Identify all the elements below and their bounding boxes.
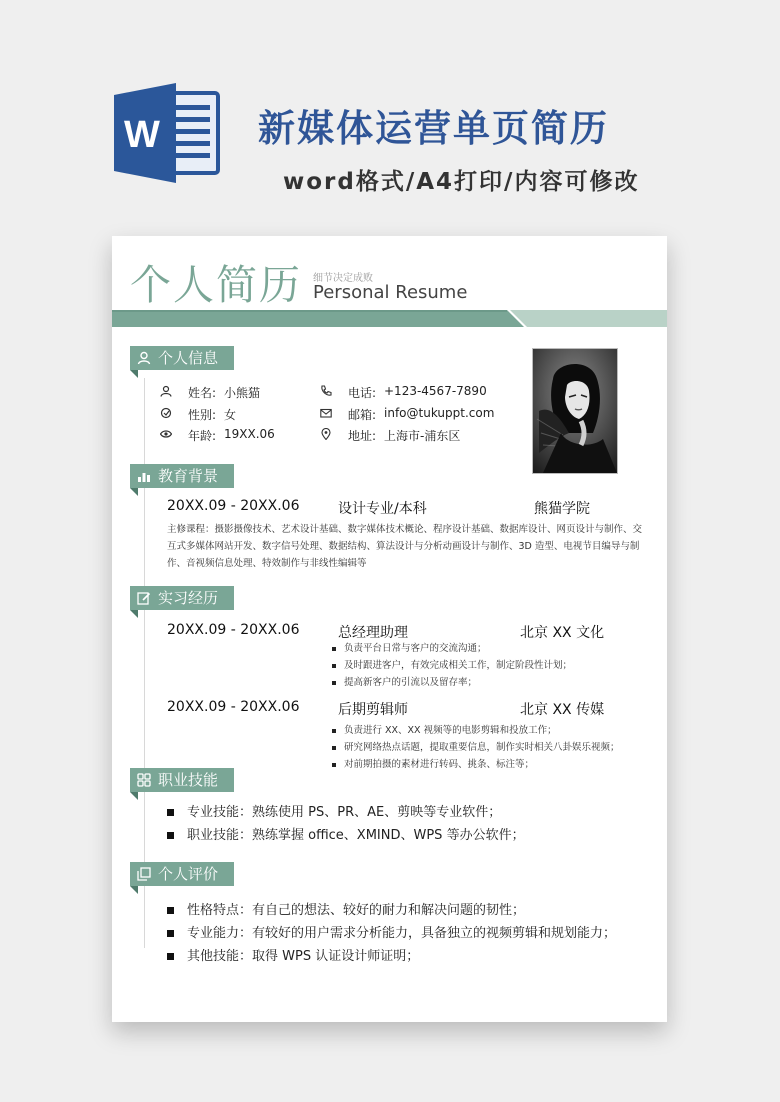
- list-item: 职业技能：熟练掌握 office、XMIND、WPS 等办公软件；: [167, 824, 525, 847]
- evaluation-list: [167, 899, 616, 968]
- header-band: [112, 310, 667, 327]
- job-1-company: 北京 XX 文化: [520, 625, 605, 641]
- job-2-duties: [330, 722, 620, 773]
- section-title-education: 教育背景: [158, 467, 219, 485]
- word-logo-letter: W: [124, 114, 160, 156]
- field-value: 女: [224, 408, 237, 422]
- list-item: 提高新客户的引流以及留存率；: [330, 674, 572, 691]
- section-title-evaluation: 个人评价: [158, 865, 219, 883]
- list-item: 其他技能：取得 WPS 认证设计师证明；: [167, 945, 616, 968]
- field-label: 电话:: [348, 386, 377, 400]
- job-1-role: 总经理助理: [338, 625, 408, 641]
- field-label: 性别:: [188, 408, 217, 422]
- page-title: 新媒体运营单页简历: [258, 107, 609, 150]
- job-2-role: 后期剪辑师: [338, 702, 408, 718]
- grid-icon: [137, 773, 151, 787]
- resume-title: 个人简历: [130, 261, 302, 309]
- job-2-company: 北京 XX 传媒: [520, 702, 605, 718]
- list-item: 对前期拍摄的素材进行转码、挑条、标注等；: [330, 756, 620, 773]
- field-label: 地址:: [348, 429, 377, 443]
- section-title-personal: 个人信息: [158, 349, 219, 367]
- resume-page: [112, 236, 667, 1022]
- section-title-internship: 实习经历: [158, 589, 219, 607]
- page-subtitle: word格式/A4打印/内容可修改: [283, 169, 640, 195]
- field-value: 上海市-浦东区: [384, 429, 461, 443]
- edit-icon: [137, 591, 151, 605]
- user-icon: [160, 385, 172, 397]
- mail-icon: [320, 407, 332, 419]
- profile-photo: [532, 348, 618, 474]
- field-value: 小熊猫: [224, 386, 261, 400]
- list-item: 研究网络热点话题，提取重要信息，制作实时相关八卦娱乐视频；: [330, 739, 620, 756]
- list-item: 负责进行 XX、XX 视频等的电影剪辑和投放工作；: [330, 722, 620, 739]
- job-1-duties: [330, 640, 572, 691]
- word-logo-icon: [112, 83, 222, 183]
- education-school: 熊猫学院: [534, 501, 590, 517]
- field-value: +123-4567-7890: [384, 384, 487, 398]
- job-2-period: 20XX.09 - 20XX.06: [167, 699, 300, 715]
- gender-icon: [160, 407, 172, 419]
- resume-tagline: 细节决定成败: [313, 273, 373, 284]
- phone-icon: [320, 385, 332, 397]
- field-value: info@tukuppt.com: [384, 406, 495, 420]
- person-icon: [137, 351, 151, 365]
- bar-chart-icon: [137, 469, 151, 483]
- education-period: 20XX.09 - 20XX.06: [167, 498, 300, 514]
- field-value: 19XX.06: [224, 427, 275, 441]
- list-item: 专业技能：熟练使用 PS、PR、AE、剪映等专业软件；: [167, 801, 525, 824]
- section-title-skills: 职业技能: [158, 771, 219, 789]
- copy-icon: [137, 867, 151, 881]
- location-icon: [320, 428, 332, 440]
- field-label: 邮箱:: [348, 408, 377, 422]
- field-label: 姓名:: [188, 386, 217, 400]
- resume-english-title: Personal Resume: [313, 282, 468, 303]
- job-1-period: 20XX.09 - 20XX.06: [167, 622, 300, 638]
- list-item: 专业能力：有较好的用户需求分析能力，具备独立的视频剪辑和规划能力；: [167, 922, 616, 945]
- eye-icon: [160, 428, 172, 440]
- skills-list: [167, 801, 525, 847]
- education-courses: 主修课程：摄影摄像技术、艺术设计基础、数字媒体技术概论、程序设计基础、数据库设计、网页设计与制作、交互式多媒体网站开发、数字信号处理、数据结构、算法设计与分析动画设计与制作、3D 造型、电视节目编导与制作、音视频信息处理、特效制作与非线性编辑等: [167, 524, 643, 569]
- list-item: 负责平台日常与客户的交流沟通；: [330, 640, 572, 657]
- field-label: 年龄:: [188, 429, 217, 443]
- list-item: 性格特点：有自己的想法、较好的耐力和解决问题的韧性；: [167, 899, 616, 922]
- list-item: 及时跟进客户，有效完成相关工作，制定阶段性计划；: [330, 657, 572, 674]
- education-major: 设计专业/本科: [338, 501, 427, 517]
